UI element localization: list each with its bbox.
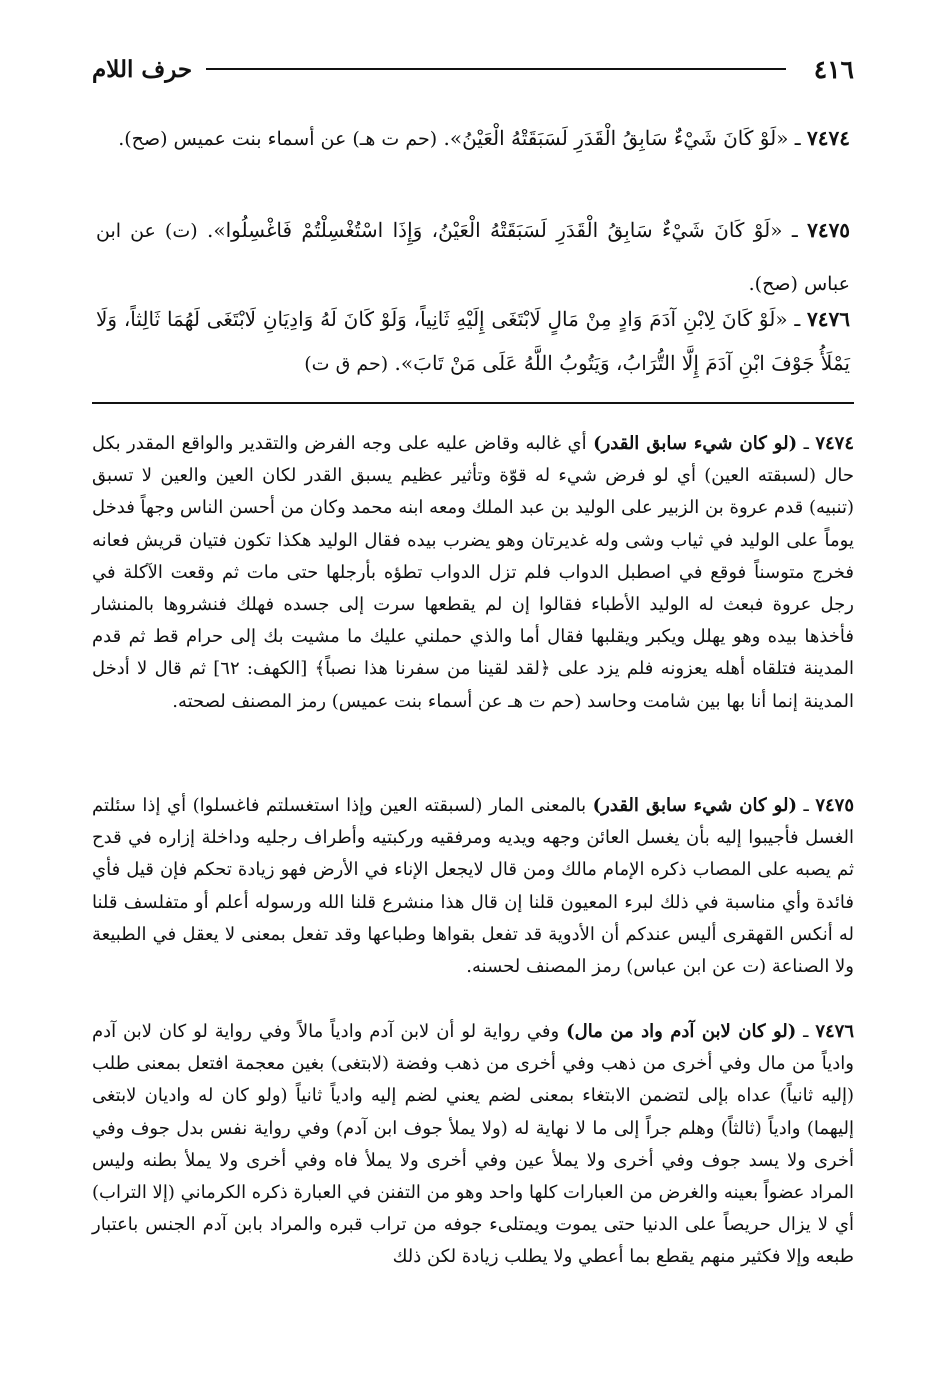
commentary-text: بالمعنى المار (لسبقته العين وإذا استغسلتم فاغسلوا) أي إذا سئلتم الغسل فأجيبوا إليه بأن يغسل العائن وجهه ويديه ومرفقيه وركبتيه وأطراف رجليه وداخلة إزاره في قدح ثم يصبه على المصاب ذكره الإمام مالك ومن قال لايجعل الإناء في الأرض فهو زيادة تحكم فإن قيل فأي فائدة وأي مناسبة في ذلك لبرء المعيون قلنا إن قال هذا منشرع قلنا الله ورسوله أعلم أو متفلسف قلنا له أنكس القهقرى أليس عندكم أن الأدوية قد تفعل بقواها وطباعها وقد تفعل بمعنى لا يعقل في الطبيعة ولا الصناعة (ت عن ابن عباس) رمز المصنف لحسنه. [92,795,854,978]
chapter-title: حرف اللام [92,55,193,83]
commentary-number: ٧٤٧٥ [815,795,854,816]
hadith-number: ٧٤٧٤ [807,126,850,150]
hadith-7476: ٧٤٧٦ ـ «لَوْ كَانَ لِابْنِ آدَمَ وَادٍ مِنْ مَالٍ لَابْتَغَى إِلَيْهِ ثَانِياً، وَلَوْ كَانَ لَهُ وَادِيَانِ لَابْتَغَى لَهُمَا ثَالِثاً، وَلَا يَمْلَأُ جَوْفَ ابْنِ آدَمَ إِلَّا التُّرَابُ، وَيَتُوبُ اللَّهُ عَلَى مَنْ تَابَ». (حم ق ت) [96,307,850,375]
commentary-lead: (لو كان شيء سابق القدر) [593,433,798,454]
page-header [92,52,854,86]
hadith-7474: ٧٤٧٤ ـ «لَوْ كَانَ شَيْءٌ سَابِقُ الْقَدَرِ لَسَبَقَتْهُ الْعَيْنُ». (حم ت هـ) عن أسماء بنت عميس (صح). [118,126,850,150]
commentary-text: وفي رواية لو أن لابن آدم وادياً مالاً وفي رواية لو كان لابن آدم وادياً من مال وفي أخرى من ذهب وفي أخرى من ذهب وفضة (لابتغى) بغين معجمة افتعل بمعنى طلب (إليه ثانياً) عداه بإلى لتضمن الابتغاء بمعنى لضم يعني لضم إليه وادياً ثانياً (ولو كان له واديان لابتغى إليهما) وادياً (ثالثاً) وهلم جراً إلى ما لا نهاية له (ولا يملأ جوف ابن آدم) وفي رواية نفس بدل جوف وفي أخرى ولا يسد جوف وفي أخرى ولا يملأ عين وفي أخرى ولا يملأ فاه وفي أخرى ولا يملأ بطنه وليس المراد عضواً بعينه والغرض من العبارات كلها واحد وهو من التفنن في العبارة ذكره الكرماني (إلا التراب) أي لا يزال حريصاً على الدنيا حتى يموت ويمتلىء جوفه من تراب قبره والمراد بابن آدم الجنس باعتبار طبعه وإلا فكثير منهم يقطع بما أعطي ولا يطلب زيادة لكن ذلك [92,1021,854,1268]
hadith-number: ٧٤٧٦ [807,307,850,331]
hadith-source: (حم ت هـ) عن أسماء بنت عميس (صح). [118,128,438,150]
hadith-text: «لَوْ كَانَ شَيْءٌ سَابِقُ الْقَدَرِ لَسَبَقَتْهُ الْعَيْنُ، وَإِذَا اسْتُغْسِلْتُمْ فَاغْسِلُوا». [207,218,783,242]
commentary-number: ٧٤٧٦ [815,1021,854,1042]
commentary-text: أي غالبه وقاض عليه على وجه الفرض والتقدير والواقع المقدر بكل حال (لسبقته العين) أي لو فرض شيء له قوّة وتأثير عظيم يسبق القدر لكان العين والعين لا تسبق (تنبيه) قدم عروة بن الزبير على الوليد بن عبد الملك ومعه ابنه محمد وكان من أحسن الناس وجهاً فدخل يوماً على الوليد في ثياب وشى وله غديرتان وهو يضرب بيده فقال الوليد هكذا تكون فتيان قريش فعانه فخرج متوسناً فوقع في اصطبل الدواب فلم تزل الدواب تطؤه بأرجلها حتى مات ثم وقعت الآكلة في رجل عروة فبعث له الوليد الأطباء فقالوا إن لم يقطعها سرت إلى جسده فهلك فنشروها بالمنشار فأخذها بيده وهو يهلل ويكبر ويقلبها فقال أما والذي حملني عليك ما مشيت بك إلى حرام قط ثم قدم المدينة فتلقاه أهله يعزونه فلم يزد على ﴿لقد لقينا من سفرنا هذا نصباً﴾ [الكهف: ٦٢] ثم قال لا أدخل المدينة إنما أنا بها بين شامت وحاسد (حم ت هـ عن أسماء بنت عميس) رمز المصنف لصحته. [92,433,855,712]
commentary-7476: ٧٤٧٦ ـ (لو كان لابن آدم واد من مال) وفي رواية لو أن لابن آدم وادياً مالاً وفي رواية لو كان لابن آدم وادياً من مال وفي أخرى من ذهب وفي أخرى من ذهب وفضة (لابتغى) بغين معجمة افتعل بمعنى طلب (إليه ثانياً) عداه بإلى لتضمن الابتغاء بمعنى لضم يعني لضم إليه وادياً ثانياً (ولو كان له واديان لابتغى إليهما) وادياً (ثالثاً) وهلم جراً إلى ما لا نهاية له (ولا يملأ جوف ابن آدم) وفي رواية نفس بدل جوف وفي أخرى ولا يسد جوف وفي أخرى ولا يملأ عين وفي أخرى ولا يملأ فاه وفي أخرى ولا يملأ بطنه وليس المراد عضواً بعينه والغرض من العبارات كلها واحد وهو من التفنن في العبارة ذكره الكرماني (إلا التراب) أي لا يزال حريصاً على الدنيا حتى يموت ويمتلىء جوفه من تراب قبره والمراد بابن آدم الجنس باعتبار طبعه وإلا فكثير منهم يقطع بما أعطي ولا يطلب زيادة لكن ذلك [92,1021,854,1268]
hadith-text: «لَوْ كَانَ شَيْءٌ سَابِقُ الْقَدَرِ لَسَبَقَتْهُ الْعَيْنُ». [443,126,789,150]
commentary-number: ٧٤٧٤ [815,433,855,454]
hadith-7475: ٧٤٧٥ ـ «لَوْ كَانَ شَيْءٌ سَابِقُ الْقَدَرِ لَسَبَقَتْهُ الْعَيْنُ، وَإِذَا اسْتُغْسِلْتُمْ فَاغْسِلُوا». (ت) عن ابن عباس (صح). [96,218,851,295]
commentary-lead: (لو كان لابن آدم واد من مال) [566,1021,797,1042]
hadith-source: (حم ق ت) [304,353,389,375]
commentary-lead: (لو كان شيء سابق القدر) [592,795,797,816]
hadith-source: (ت) عن ابن عباس (صح). [96,220,850,295]
hadith-text: «لَوْ كَانَ لِابْنِ آدَمَ وَادٍ مِنْ مَالٍ لَابْتَغَى إِلَيْهِ ثَانِياً، وَلَوْ كَانَ لَهُ وَادِيَانِ لَابْتَغَى لَهُمَا ثَالِثاً، وَلَا يَمْلَأُ جَوْفَ ابْنِ آدَمَ إِلَّا التُّرَابُ، وَيَتُوبُ اللَّهُ عَلَى مَنْ تَابَ». [96,307,850,375]
hadith-number: ٧٤٧٥ [807,218,851,242]
header-rule [206,68,786,70]
footnote-divider [92,402,854,404]
commentary-7475: ٧٤٧٥ ـ (لو كان شيء سابق القدر) بالمعنى المار (لسبقته العين وإذا استغسلتم فاغسلوا) أي إذا سئلتم الغسل فأجيبوا إليه بأن يغسل العائن وجهه ويديه ومرفقيه وركبتيه وأطراف رجليه وداخلة إزاره في قدح ثم يصبه على المصاب ذكره الإمام مالك ومن قال لايجعل الإناء في الأرض فهو زيادة تحكم فإن قيل فأي فائدة وأي مناسبة في ذلك لبرء المعيون قلنا إن قال هذا منشرع قلنا الله ورسوله أعلم أو متفلسف قلنا له أنكس القهقرى أليس عندكم أن الأدوية قد تفعل بقواها وطباعها وقد تفعل بمعنى لا يعقل في الطبيعة ولا الصناعة (ت عن ابن عباس) رمز المصنف لحسنه. [92,795,854,978]
commentary-7474: ٧٤٧٤ ـ (لو كان شيء سابق القدر) أي غالبه وقاض عليه على وجه الفرض والتقدير والواقع المقدر بكل حال (لسبقته العين) أي لو فرض شيء له قوّة وتأثير عظيم يسبق القدر لكان العين والعين لا تسبق (تنبيه) قدم عروة بن الزبير على الوليد بن عبد الملك ومعه ابنه محمد وكان من أحسن الناس وجهاً فدخل يوماً على الوليد في ثياب وشى وله غديرتان وهو يضرب بيده فقال الوليد هكذا تكون فتيان قريش فعانه فخرج متوسناً فوقع في اصطبل الدواب فلم تزل الدواب تطؤه بأرجلها حتى مات ثم وقعت الآكلة في رجل عروة فبعث له الوليد الأطباء فقالوا إن لم يقطعها سرت إلى جسده فهلك فنشروها بالمنشار فأخذها بيده وهو يهلل ويكبر ويقلبها فقال أما والذي حملني عليك ما مشيت بك إلى حرام قط ثم قدم المدينة فتلقاه أهله يعزونه فلم يزد على ﴿لقد لقينا من سفرنا هذا نصباً﴾ [الكهف: ٦٢] ثم قال لا أدخل المدينة إنما أنا بها بين شامت وحاسد (حم ت هـ عن أسماء بنت عميس) رمز المصنف لصحته. [92,433,855,712]
page-number: ٤١٦ [813,54,854,84]
